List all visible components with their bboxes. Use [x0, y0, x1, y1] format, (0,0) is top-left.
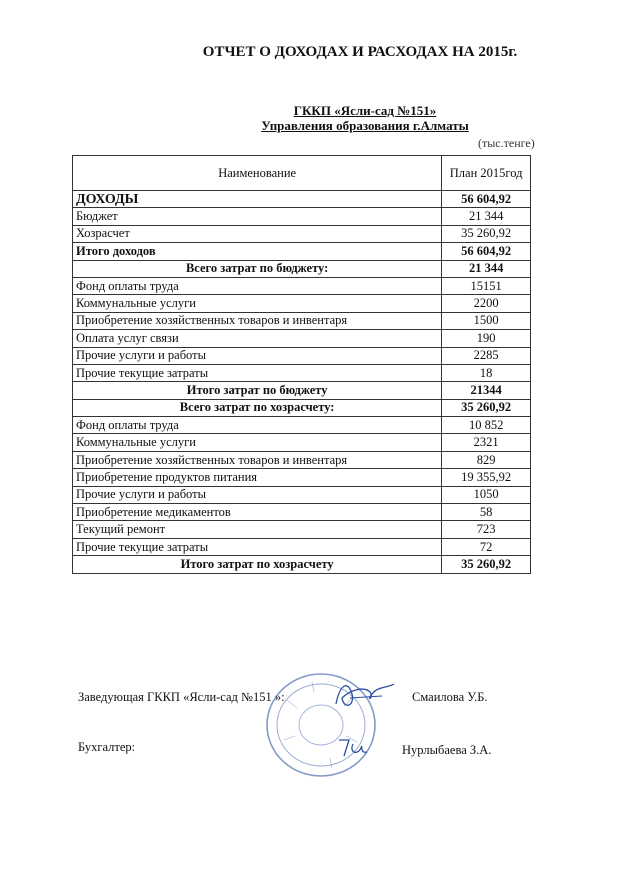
row-value: 56 604,92: [442, 243, 531, 260]
currency-units: (тыс.тенге): [478, 136, 535, 150]
head-label: Заведующая ГККП «Ясли-сад №151 »:: [78, 690, 285, 704]
row-value: 18: [442, 364, 531, 381]
table-row: [73, 469, 531, 486]
row-value: 56 604,92: [442, 191, 531, 208]
row-value: 10 852: [442, 417, 531, 434]
row-name: Коммунальные услуги: [73, 434, 442, 451]
table-row: [73, 451, 531, 468]
row-value: 2285: [442, 347, 531, 364]
row-value: 15151: [442, 277, 531, 294]
income-expense-table: [72, 155, 531, 574]
organization-block: [200, 103, 530, 133]
report-title: ОТЧЕТ О ДОХОДАХ И РАСХОДАХ НА 2015г.: [202, 44, 518, 60]
accountant-name: Нурлыбаева З.А.: [402, 743, 492, 757]
row-value: 35 260,92: [442, 556, 531, 573]
row-value: 72: [442, 538, 531, 555]
row-name: Всего затрат по бюджету:: [73, 260, 442, 277]
row-name: ДОХОДЫ: [73, 191, 442, 208]
table-row: [73, 277, 531, 294]
table-row: [73, 208, 531, 225]
row-value: 829: [442, 451, 531, 468]
table-header-row: [73, 156, 531, 191]
table-row: [73, 191, 531, 208]
table-row: [73, 243, 531, 260]
row-name: Коммунальные услуги: [73, 295, 442, 312]
row-value: 2200: [442, 295, 531, 312]
row-value: 2321: [442, 434, 531, 451]
table-row: [73, 312, 531, 329]
row-value: 21 344: [442, 208, 531, 225]
table-row: [73, 556, 531, 573]
row-value: 190: [442, 330, 531, 347]
header-plan: План 2015год: [442, 156, 531, 191]
table-row: [73, 504, 531, 521]
row-name: Итого затрат по бюджету: [73, 382, 442, 399]
row-name: Итого затрат по хозрасчету: [73, 556, 442, 573]
organization-department: Управления образования г.Алматы: [261, 118, 469, 133]
table-row: [73, 434, 531, 451]
table-row: [73, 382, 531, 399]
row-name: Текущий ремонт: [73, 521, 442, 538]
row-name: Всего затрат по хозрасчету:: [73, 399, 442, 416]
row-name: Фонд оплаты труда: [73, 417, 442, 434]
row-name: Прочие текущие затраты: [73, 538, 442, 555]
row-value: 1500: [442, 312, 531, 329]
accountant-label: Бухгалтер:: [78, 740, 136, 754]
table-row: [73, 538, 531, 555]
row-value: 19 355,92: [442, 469, 531, 486]
row-name: Фонд оплаты труда: [73, 277, 442, 294]
table-row: [73, 417, 531, 434]
row-value: 35 260,92: [442, 225, 531, 242]
row-name: Хозрасчет: [73, 225, 442, 242]
row-name: Прочие услуги и работы: [73, 347, 442, 364]
organization-name: ГККП «Ясли-сад №151»: [293, 103, 437, 118]
table-row: [73, 521, 531, 538]
row-name: Прочие услуги и работы: [73, 486, 442, 503]
row-name: Прочие текущие затраты: [73, 364, 442, 381]
row-value: 1050: [442, 486, 531, 503]
row-name: Бюджет: [73, 208, 442, 225]
row-name: Приобретение медикаментов: [73, 504, 442, 521]
head-signature: [330, 676, 400, 716]
table-row: [73, 486, 531, 503]
table-row: [73, 260, 531, 277]
row-value: 723: [442, 521, 531, 538]
table-row: [73, 225, 531, 242]
row-name: Приобретение хозяйственных товаров и инвентаря: [73, 451, 442, 468]
row-value: 21 344: [442, 260, 531, 277]
accountant-signature: [335, 734, 380, 760]
row-name: Приобретение продуктов питания: [73, 469, 442, 486]
header-name: Наименование: [73, 156, 442, 191]
row-name: Итого доходов: [73, 243, 442, 260]
row-value: 21344: [442, 382, 531, 399]
table-row: [73, 347, 531, 364]
row-name: Приобретение хозяйственных товаров и инвентаря: [73, 312, 442, 329]
table-row: [73, 399, 531, 416]
table-row: [73, 364, 531, 381]
table-row: [73, 330, 531, 347]
head-name: Смаилова У.Б.: [412, 690, 488, 704]
row-value: 58: [442, 504, 531, 521]
row-name: Оплата услуг связи: [73, 330, 442, 347]
table-row: [73, 295, 531, 312]
row-value: 35 260,92: [442, 399, 531, 416]
